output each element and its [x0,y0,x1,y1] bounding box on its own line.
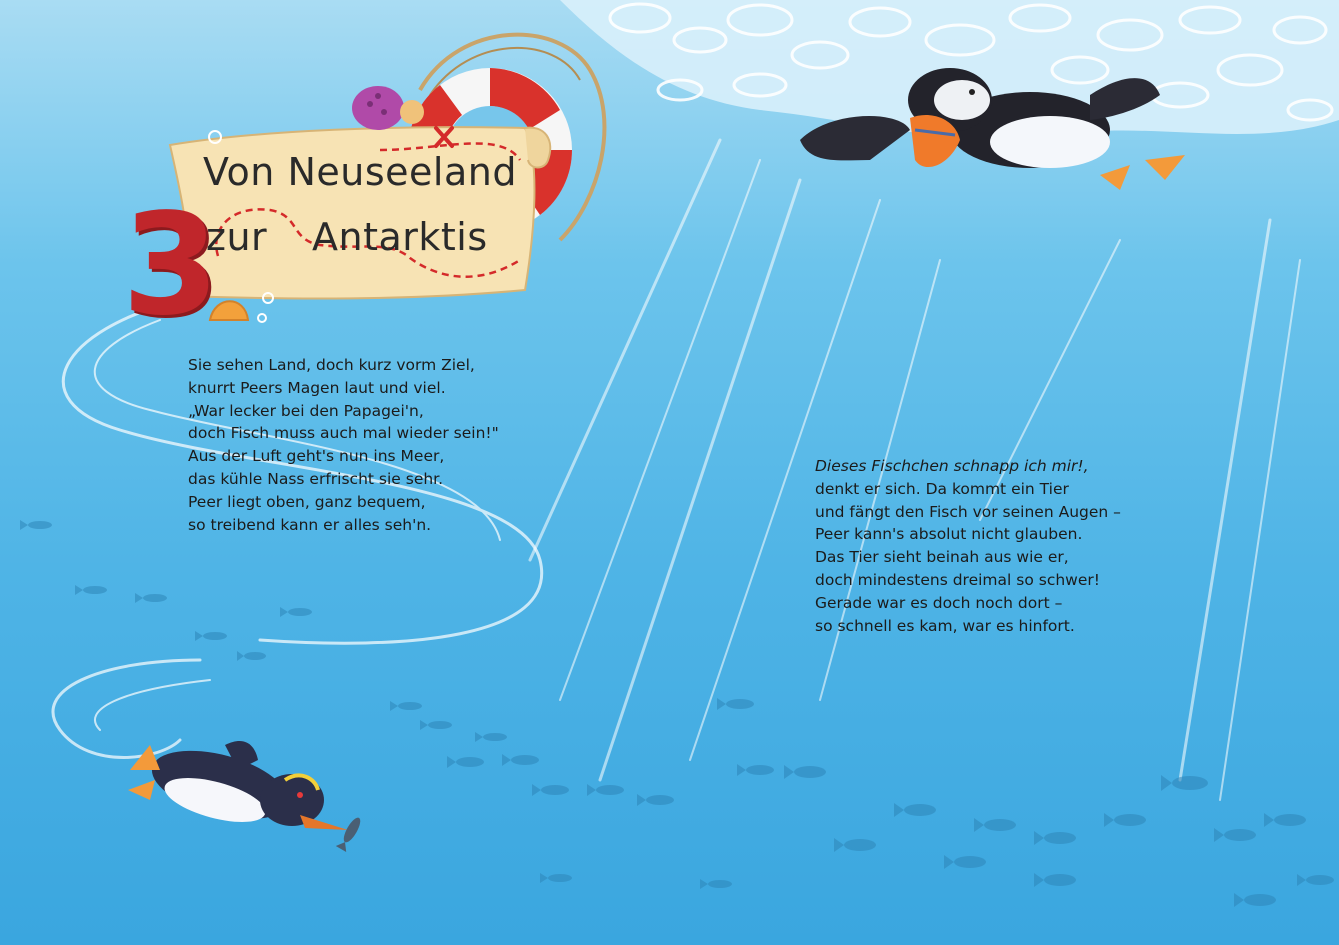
chapter-number: 3 [122,184,220,347]
verse-line: Peer kann's absolut nicht glauben. [815,525,1083,544]
chapter-title-line2-a: zur [206,215,268,259]
verse-line: so treibend kann er alles seh'n. [188,515,432,534]
verse-line: doch Fisch muss auch mal wieder sein!" [188,424,499,443]
left-verse [188,354,499,536]
verse-line: Gerade war es doch noch dort – [815,593,1063,612]
verse-line: so schnell es kam, war es hinfort. [815,616,1075,635]
verse-line: doch mindestens dreimal so schwer! [815,570,1100,589]
chapter-title-line2-b: Antarktis [312,215,488,259]
chapter-title-line1: Von Neuseeland [203,150,517,194]
verse-line: Aus der Luft geht's nun ins Meer, [188,447,445,466]
fish-shoal [20,520,1334,907]
verse-line: knurrt Peers Magen laut und viel. [188,378,446,397]
right-verse [815,455,1121,637]
verse-line: Peer liegt oben, ganz bequem, [188,492,426,511]
verse-line: das kühle Nass erfrischt sie sehr. [188,469,444,488]
verse-line: Das Tier sieht beinah aus wie er, [815,548,1069,567]
verse-line: Dieses Fischchen schnapp ich mir!, [815,457,1089,475]
verse-line: und fängt den Fisch vor seinen Augen – [815,502,1121,521]
penguin-illustration [128,738,364,852]
verse-line: „War lecker bei den Papagei'n, [188,401,424,420]
verse-line: Sie sehen Land, doch kurz vorm Ziel, [188,356,475,374]
verse-line: denkt er sich. Da kommt ein Tier [815,479,1069,498]
